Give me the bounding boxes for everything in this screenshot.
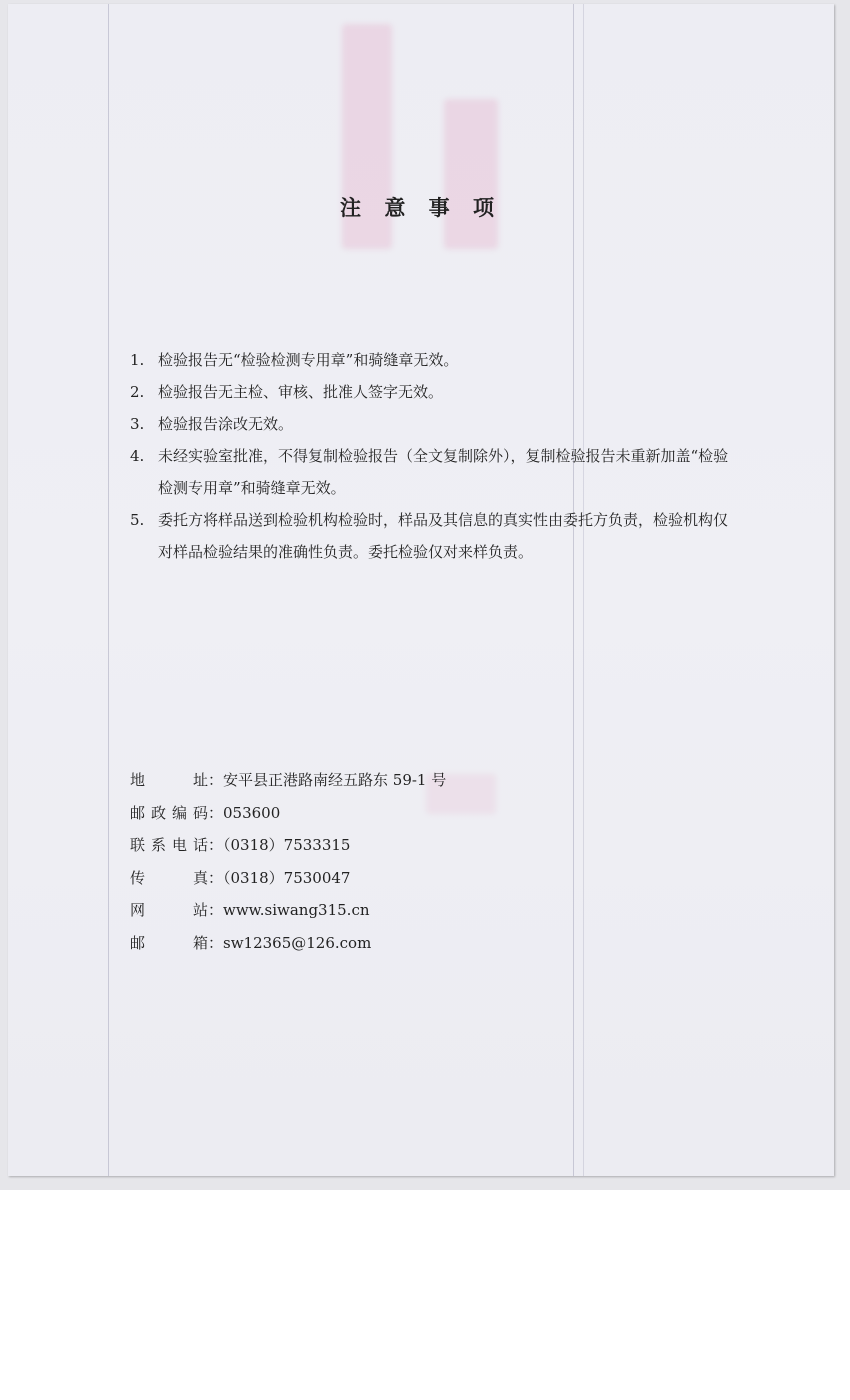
fold-line-right-secondary [583, 4, 584, 1176]
fold-line-right [573, 4, 574, 1176]
contact-label: 传真 [130, 868, 208, 887]
notice-list [130, 344, 730, 568]
notice-text: 检验报告涂改无效。 [158, 415, 294, 433]
contact-row-website [130, 894, 446, 927]
notice-text: 检验报告无主检、审核、批准人签字无效。 [158, 383, 444, 401]
fold-line-left [108, 4, 109, 1176]
contact-label: 联系电话 [130, 836, 208, 854]
notice-number: 1. [130, 351, 145, 369]
seal-ghost-right [444, 99, 498, 249]
notice-number: 3. [130, 415, 145, 433]
contact-value: ：www.siwang315.cn [208, 901, 370, 919]
notice-item [130, 440, 730, 504]
contact-info [130, 764, 446, 959]
contact-row-email [130, 927, 446, 960]
contact-value: ：sw12365@126.com [208, 933, 372, 952]
contact-value: ：（0318）7533315 [208, 836, 351, 854]
notice-item [130, 504, 730, 568]
notice-number: 5. [130, 511, 145, 529]
notice-number: 4. [130, 447, 145, 465]
contact-label: 邮箱 [130, 933, 208, 952]
notice-text: 委托方将样品送到检验机构检验时，样品及其信息的真实性由委托方负责，检验机构仅对样品检验结果的准确性负责。委托检验仅对来样负责。 [158, 511, 729, 561]
contact-row-address [130, 764, 446, 797]
notice-number: 2. [130, 383, 145, 401]
document-page [8, 4, 834, 1176]
notice-item [130, 408, 730, 440]
contact-row-postcode [130, 797, 446, 830]
contact-row-fax [130, 862, 446, 895]
contact-row-phone [130, 829, 446, 862]
contact-value: ：安平县正港路南经五路东 59-1 号 [208, 771, 447, 789]
contact-value: ：（0318）7530047 [208, 868, 351, 887]
notice-item [130, 344, 730, 376]
contact-label: 地址 [130, 771, 208, 789]
contact-value: ：053600 [208, 803, 281, 822]
page-title: 注 意 事 项 [340, 195, 502, 220]
notice-item [130, 376, 730, 408]
notice-text: 检验报告无“检验检测专用章”和骑缝章无效。 [158, 351, 459, 369]
contact-label: 邮政编码 [130, 803, 208, 822]
contact-label: 网站 [130, 901, 208, 919]
notice-text: 未经实验室批准，不得复制检验报告（全文复制除外），复制检验报告未重新加盖“检验检测专用章”和骑缝章无效。 [158, 447, 729, 497]
